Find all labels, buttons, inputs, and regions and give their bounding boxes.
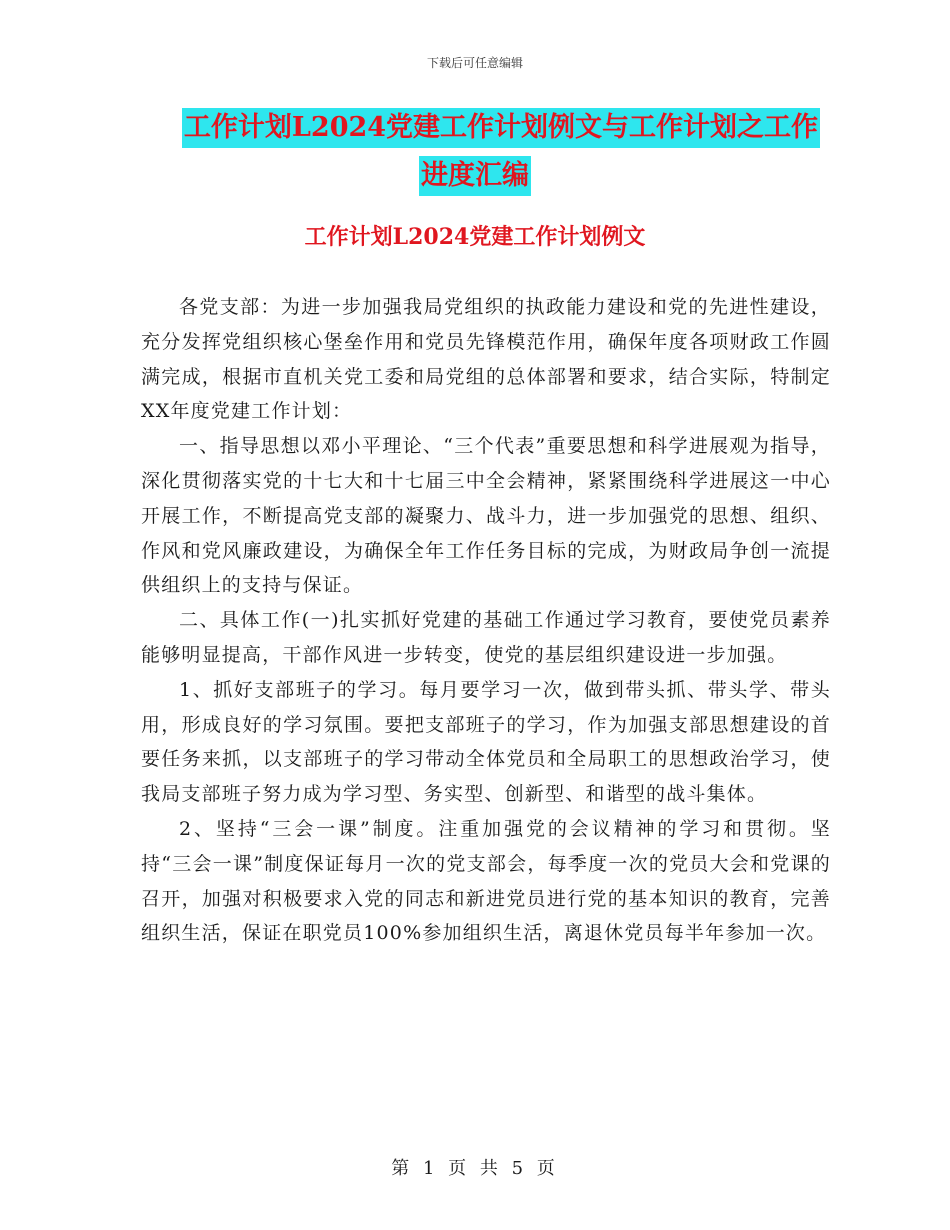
section-title: 工作计划L2024党建工作计划例文 — [304, 224, 646, 250]
page-footer: 第 1 页 共 5 页 — [391, 1158, 559, 1179]
paragraph-3: 二、具体工作(一)扎实抓好党建的基础工作通过学习教育，要使党员素养能够明显提高，干部作风进一步转变，使党的基层组织建设进一步加强。 — [141, 609, 831, 666]
body-text — [141, 290, 831, 951]
paragraph-5: 2、坚持“三会一课”制度。注重加强党的会议精神的学习和贯彻。坚持“三会一课”制度保证每月一次的党支部会，每季度一次的党员大会和党课的召开，加强对积极要求入党的同志和新进党员进行党的基本知识的教育，完善组织生活，保证在职党员100%参加组织生活，离退休党员每半年参加一次。 — [141, 817, 831, 945]
title-line-2: 进度汇编 — [419, 156, 531, 196]
paragraph-1: 各党支部：为进一步加强我局党组织的执政能力建设和党的先进性建设，充分发挥党组织核心堡垒作用和党员先锋模范作用，确保年度各项财政工作圆满完成，根据市直机关党工委和局党组的总体部署和要求，结合实际，特制定XX年度党建工作计划： — [141, 296, 831, 423]
paragraph-2: 一、指导思想以邓小平理论、“三个代表”重要思想和科学进展观为指导，深化贯彻落实党的十七大和十七届三中全会精神，紧紧围绕科学进展这一中心开展工作，不断提高党支部的凝聚力、战斗力，进一步加强党的思想、组织、作风和党风廉政建设，为确保全年工作任务目标的完成，为财政局争创一流提供组织上的支持与保证。 — [141, 435, 831, 597]
header-note: 下载后可任意编辑 — [426, 56, 523, 70]
paragraph-4: 1、抓好支部班子的学习。每月要学习一次，做到带头抓、带头学、带头用，形成良好的学习氛围。要把支部班子的学习，作为加强支部思想建设的首要任务来抓，以支部班子的学习带动全体党员和全局职工的思想政治学习，使我局支部班子努力成为学习型、务实型、创新型、和谐型的战斗集体。 — [141, 678, 831, 806]
title-line-1: 工作计划L2024党建工作计划例文与工作计划之工作 — [182, 108, 820, 148]
document-title — [0, 108, 950, 196]
